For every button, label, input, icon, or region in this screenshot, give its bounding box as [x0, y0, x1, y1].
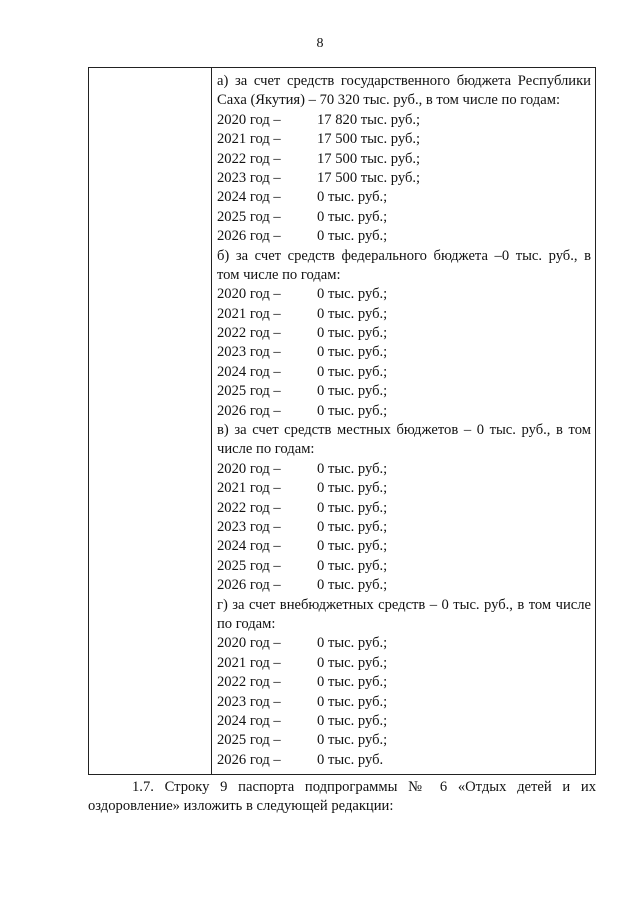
year-amount: 0 тыс. руб.; — [317, 693, 388, 710]
page-number: 8 — [316, 36, 324, 51]
year-label: 2023 год – — [217, 518, 281, 535]
year-label: 2026 год – — [217, 751, 281, 768]
paragraph-line-2: оздоровление» изложить в следующей редакции: — [88, 798, 394, 814]
year-amount: 0 тыс. руб.; — [317, 518, 388, 535]
year-amount: 17 500 тыс. руб.; — [317, 150, 421, 167]
year-amount: 0 тыс. руб.; — [317, 654, 388, 671]
section-b-line-1: б) за счет средств федерального бюджета –0 тыс. руб., в — [217, 247, 591, 264]
year-row — [217, 693, 591, 712]
year-label: 2023 год – — [217, 344, 281, 361]
year-label: 2020 год – — [217, 286, 281, 303]
section-a-line-1: а) за счет средств государственного бюджета Республики — [217, 73, 591, 89]
year-label: 2021 год – — [217, 654, 281, 671]
year-amount: 0 тыс. руб.; — [317, 499, 388, 516]
year-label: 2020 год – — [217, 460, 281, 477]
year-amount: 17 500 тыс. руб.; — [317, 169, 421, 186]
year-label: 2026 год – — [217, 228, 281, 245]
year-label: 2024 год – — [217, 538, 281, 555]
year-row — [217, 285, 591, 304]
year-label: 2021 год – — [217, 131, 281, 148]
year-row — [217, 460, 591, 479]
year-amount: 0 тыс. руб.; — [317, 732, 388, 749]
year-label: 2023 год – — [217, 169, 281, 186]
year-row — [217, 402, 591, 421]
year-amount: 0 тыс. руб.; — [317, 557, 388, 574]
section-a-line-2: Саха (Якутия) – 70 320 тыс. руб., в том числе по годам: — [217, 92, 560, 109]
year-label: 2020 год – — [217, 111, 281, 128]
section-d-line-2: по годам: — [217, 615, 276, 632]
section-b-years — [217, 285, 591, 421]
year-label: 2026 год – — [217, 577, 281, 594]
year-row — [217, 634, 591, 653]
year-row — [217, 499, 591, 518]
year-row — [217, 712, 591, 731]
year-amount: 0 тыс. руб.; — [317, 635, 388, 652]
paragraph-line-1: 1.7. Строку 9 паспорта подпрограммы № 6 «Отдых детей и их — [132, 779, 596, 795]
year-amount: 0 тыс. руб.; — [317, 674, 388, 691]
table-right-cell — [212, 68, 595, 770]
section-c-line-1: в) за счет средств местных бюджетов – 0 тыс. руб., в том — [217, 422, 591, 439]
year-row — [217, 731, 591, 750]
year-row — [217, 518, 591, 537]
year-label: 2022 год – — [217, 150, 281, 167]
year-row — [217, 654, 591, 673]
section-d-line-1: г) за счет внебюджетных средств – 0 тыс. руб., в том числе — [217, 596, 591, 613]
year-label: 2023 год – — [217, 693, 281, 710]
year-amount: 0 тыс. руб.; — [317, 325, 388, 342]
year-row — [217, 188, 591, 207]
year-row — [217, 343, 591, 362]
year-row — [217, 576, 591, 595]
year-amount: 0 тыс. руб.; — [317, 712, 388, 729]
year-label: 2022 год – — [217, 499, 281, 516]
year-amount: 0 тыс. руб.; — [317, 363, 388, 380]
year-row — [217, 111, 591, 130]
year-amount: 0 тыс. руб.; — [317, 383, 388, 400]
year-row — [217, 150, 591, 169]
year-amount: 17 820 тыс. руб.; — [317, 111, 421, 128]
year-amount: 0 тыс. руб.; — [317, 480, 388, 497]
year-row — [217, 208, 591, 227]
year-row — [217, 324, 591, 343]
year-label: 2026 год – — [217, 402, 281, 419]
year-row — [217, 227, 591, 246]
year-row — [217, 557, 591, 576]
year-amount: 0 тыс. руб.; — [317, 460, 388, 477]
year-label: 2022 год – — [217, 674, 281, 691]
year-row — [217, 751, 591, 770]
year-row — [217, 537, 591, 556]
year-label: 2025 год – — [217, 732, 281, 749]
year-row — [217, 479, 591, 498]
year-row — [217, 363, 591, 382]
table-left-cell — [89, 68, 212, 774]
section-c-line-2: числе по годам: — [217, 441, 315, 458]
year-amount: 0 тыс. руб.; — [317, 577, 388, 594]
year-amount: 0 тыс. руб.; — [317, 189, 388, 206]
funding-table — [88, 67, 596, 775]
year-amount: 0 тыс. руб.; — [317, 208, 388, 225]
year-label: 2021 год – — [217, 305, 281, 322]
year-label: 2022 год – — [217, 325, 281, 342]
year-label: 2025 год – — [217, 208, 281, 225]
year-amount: 0 тыс. руб.; — [317, 228, 388, 245]
year-label: 2021 год – — [217, 480, 281, 497]
year-label: 2025 год – — [217, 557, 281, 574]
year-label: 2020 год – — [217, 635, 281, 652]
year-amount: 0 тыс. руб. — [317, 751, 384, 768]
year-amount: 17 500 тыс. руб.; — [317, 131, 421, 148]
year-label: 2024 год – — [217, 712, 281, 729]
year-amount: 0 тыс. руб.; — [317, 286, 388, 303]
year-label: 2025 год – — [217, 383, 281, 400]
year-row — [217, 673, 591, 692]
year-row — [217, 305, 591, 324]
year-amount: 0 тыс. руб.; — [317, 538, 388, 555]
year-row — [217, 382, 591, 401]
year-row — [217, 130, 591, 149]
year-amount: 0 тыс. руб.; — [317, 402, 388, 419]
year-amount: 0 тыс. руб.; — [317, 344, 388, 361]
section-d-years — [217, 634, 591, 770]
year-label: 2024 год – — [217, 363, 281, 380]
section-c-years — [217, 460, 591, 596]
year-row — [217, 169, 591, 188]
section-a-years — [217, 111, 591, 247]
section-b-line-2: том числе по годам: — [217, 266, 341, 283]
year-label: 2024 год – — [217, 189, 281, 206]
year-amount: 0 тыс. руб.; — [317, 305, 388, 322]
